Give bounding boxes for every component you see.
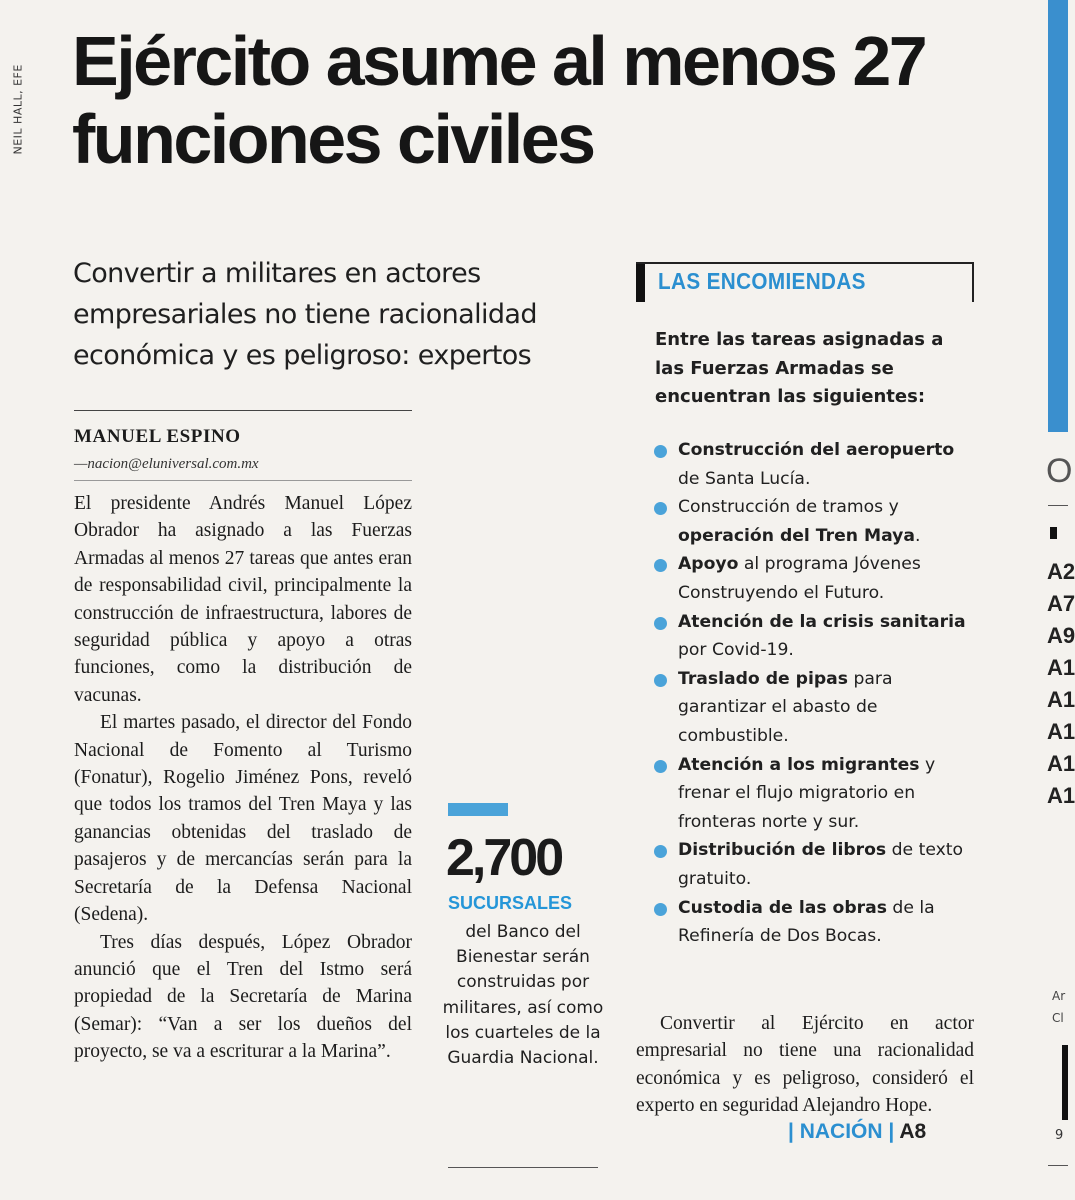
article-body [74,490,412,1066]
adjacent-index-code: A9 [1047,623,1075,648]
stat-divider [448,1167,598,1168]
adjacent-index-code: A2 [1047,559,1075,584]
sidebar-box-title: LAS ENCOMIENDAS [658,268,866,294]
bullet-icon [654,845,667,858]
bullet-icon [654,903,667,916]
encomienda-text: para garantizar el abasto de combustible. [678,668,893,746]
adjacent-index-code: A1 [1047,687,1075,712]
body-paragraph: El martes pasado, el director del Fondo Nacional de Fomento al Turismo (Fonatur), Rogelio Jiménez Pons, reveló que todos los tramos del Tren Maya y las ganancias obtenidas del traslado de pasajeros y de mercancías serán para la Secretaría de la Defensa Nacional (Sedena). [74,712,412,926]
adjacent-page-letter: O [1046,452,1073,490]
encomienda-text: de la Refinería de Dos Bocas. [678,897,935,947]
stat-label: SUCURSALES [448,893,573,913]
encomienda-highlight: Construcción del aeropuerto [678,440,955,460]
adjacent-page-rule [1048,505,1068,506]
adjacent-page-rule-bottom [1048,1165,1068,1166]
adjacent-page-index [1047,556,1075,812]
encomienda-item [654,894,974,951]
adjacent-page-digit: 9 [1055,1128,1064,1143]
stat-description: del Banco del Bienestar serán construidas por militares, así como los cuarteles de la Guardia Nacional. [442,922,604,1069]
adjacent-page-text [1052,985,1068,1029]
encomienda-text: de Santa Lucía. [678,468,811,489]
stat-number: 2,700 [446,829,562,887]
adjacent-index-code: A7 [1047,591,1075,616]
encomienda-item [654,493,974,550]
page-number: A8 [899,1120,927,1143]
body-paragraph: Tres días después, López Obrador anunció que el Tren del Istmo será propiedad de la Secretaría de Marina (Semar): “Van a ser los dueños del proyecto, se va a escriturar a la Marina”. [74,931,412,1063]
subheadline: Convertir a militares en actores empresariales no tiene racionalidad económica y es peligroso: expertos [73,258,537,371]
body-paragraph: El presidente Andrés Manuel López Obrador ha asignado a las Fuerzas Armadas al menos 27 tareas que antes eran de responsabilidad civil, principalmente la construcción de infraestructura, labores de seguridad pública y apoyo a otras funciones, como la distribución de vacunas. [74,493,412,706]
encomienda-highlight: Atención a los migrantes [678,754,920,775]
bullet-icon [654,445,667,458]
encomienda-highlight: Apoyo [678,554,739,575]
byline-email: —nacion@eluniversal.com.mx [74,456,259,472]
bullet-icon [654,559,667,572]
section-name: | NACIÓN | [788,1120,895,1143]
encomienda-text: por Covid-19. [678,640,794,661]
adjacent-page-blue-band [1048,0,1068,432]
encomienda-highlight: Traslado de pipas [678,668,848,689]
encomienda-highlight: Distribución de libros [678,840,887,861]
encomienda-text: de texto gratuito. [678,840,964,889]
closing-paragraph: Convertir al Ejército en actor empresarial no tiene una racionalidad económica y es peligroso, consideró el experto en seguridad Alejandro Hope. [636,1013,974,1117]
adjacent-index-code: A1 [1047,783,1075,808]
encomienda-item [654,436,974,493]
encomienda-highlight: operación del Tren Maya [678,525,915,546]
byline-author: MANUEL ESPINO [74,426,241,447]
bullet-icon [654,760,667,773]
encomienda-text: y frenar el flujo migratorio en fronteras norte y sur. [678,754,936,832]
photo-credit: NEIL HALL, EFE [11,64,25,155]
sidebar-box-header [636,262,974,302]
encomiendas-list [654,436,974,951]
adjacent-index-code: A1 [1047,751,1075,776]
headline: Ejército asume al menos 27 funciones civiles [72,22,926,178]
encomienda-highlight: Atención de la crisis sanitaria [678,611,966,632]
encomienda-item [654,665,974,751]
byline-divider-bottom [74,480,412,481]
stat-tab-marker [448,803,508,816]
adjacent-text-fragment: Ar [1052,989,1066,1003]
page-reference [788,1120,926,1144]
encomienda-lead: Construcción de tramos y [678,497,899,518]
header-bar [636,264,645,302]
encomienda-item [654,836,974,893]
encomienda-text: al programa Jóvenes Construyendo el Futuro. [678,554,921,603]
bullet-icon [654,674,667,687]
adjacent-index-code: A1 [1047,655,1075,680]
bullet-icon [654,617,667,630]
adjacent-text-fragment: Cl [1052,1011,1064,1025]
adjacent-page-bar [1062,1045,1068,1120]
bullet-icon [654,502,667,515]
sidebar-box-intro: Entre las tareas asignadas a las Fuerzas Armadas se encuentran las siguientes: [655,329,944,407]
encomienda-item [654,550,974,607]
encomienda-highlight: Custodia de las obras [678,897,887,918]
byline-divider-top [74,410,412,411]
adjacent-page-marker [1050,527,1057,539]
encomienda-item [654,751,974,837]
encomienda-item [654,608,974,665]
encomienda-text: . [914,525,921,546]
adjacent-index-code: A1 [1047,719,1075,744]
